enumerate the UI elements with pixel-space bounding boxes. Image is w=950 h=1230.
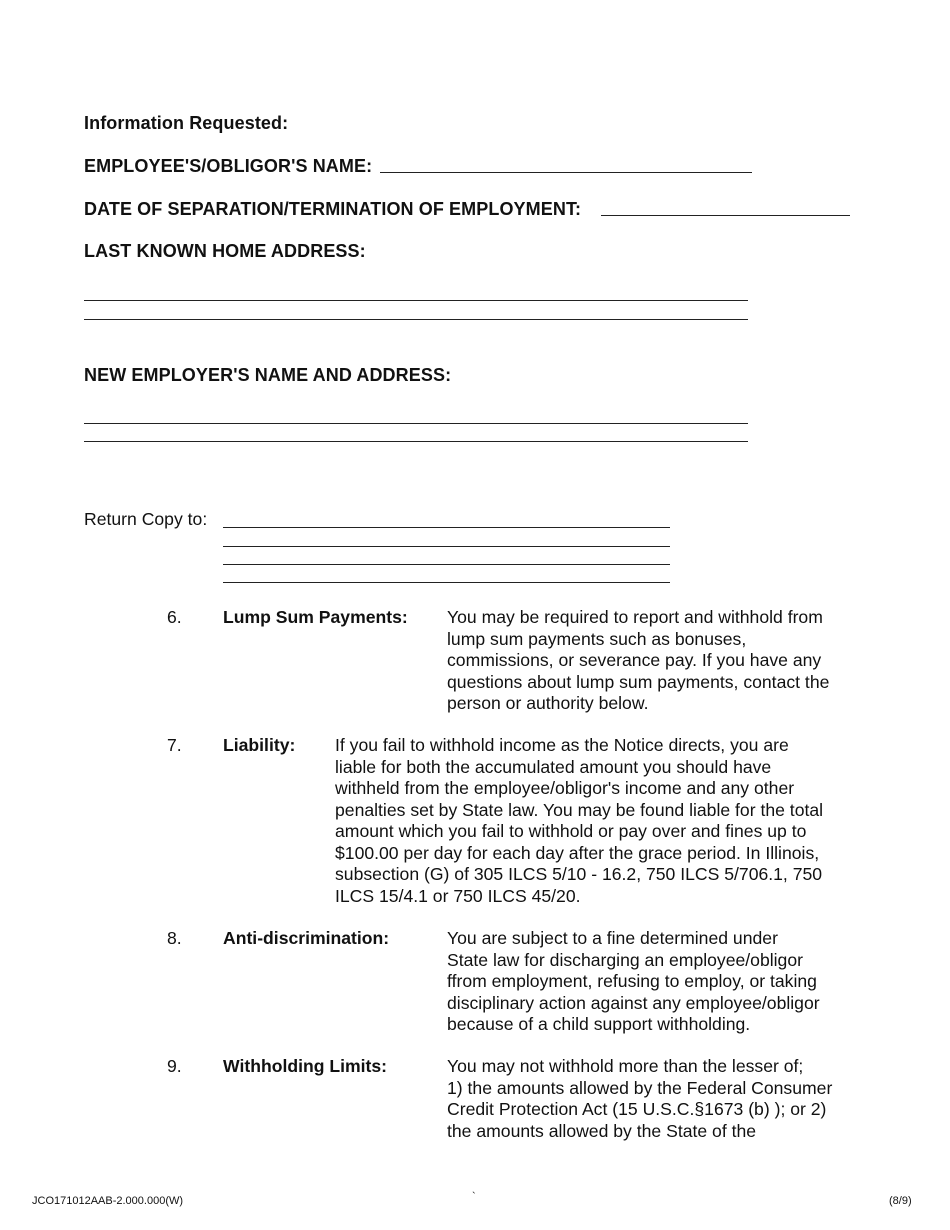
item-8-line: because of a child support withholding.: [447, 1014, 751, 1034]
return-copy-label: Return Copy to:: [84, 509, 208, 529]
footer-page-number: (8/9): [889, 1195, 912, 1207]
separation-date-field[interactable]: [601, 215, 850, 216]
item-9-line: You may not withhold more than the lesser of;: [447, 1056, 804, 1076]
footer-form-code: JCO171012AAB-2.000.000(W): [32, 1195, 184, 1207]
return-copy-line-4[interactable]: [223, 582, 670, 583]
item-8-line: ffrom employment, refusing to employ, or taking: [447, 971, 817, 991]
return-copy-line-2[interactable]: [223, 546, 670, 547]
item-7-line: amount which you fail to withhold or pay over and fines up to: [335, 821, 807, 841]
item-7-line: $100.00 per day for each day after the grace period. In Illinois,: [335, 842, 820, 863]
item-6-title: Lump Sum Payments:: [223, 607, 408, 627]
item-8-line: State law for discharging an employee/obligor: [447, 949, 803, 970]
item-6-body: [447, 607, 829, 715]
item-9-number: 9.: [167, 1056, 182, 1076]
return-copy-line-1[interactable]: [223, 527, 670, 528]
separation-date-label: DATE OF SEPARATION/TERMINATION OF EMPLOYMENT:: [84, 199, 582, 219]
home-address-line-2[interactable]: [84, 319, 748, 320]
item-7-number: 7.: [167, 735, 182, 755]
item-7-line: liable for both the accumulated amount you should have: [335, 756, 772, 777]
item-9-line: the amounts allowed by the State of the: [447, 1120, 757, 1141]
item-6-line: commissions, or severance pay. If you have any: [447, 650, 822, 670]
item-7-line: penalties set by State law. You may be found liable for the total: [335, 799, 824, 820]
item-7-line: subsection (G) of 305 ILCS 5/10 - 16.2, 750 ILCS 5/706.1, 750: [335, 864, 823, 884]
item-6-line: questions about lump sum payments, contact the: [447, 671, 830, 692]
item-9-title: Withholding Limits:: [223, 1056, 388, 1076]
return-copy-line-3[interactable]: [223, 564, 670, 565]
item-8-body: [447, 928, 820, 1036]
item-9-body: [447, 1056, 832, 1142]
item-9-line: 1) the amounts allowed by the Federal Consumer: [447, 1077, 833, 1098]
new-employer-line-1[interactable]: [84, 423, 748, 424]
footer-mark: `: [472, 1191, 476, 1203]
item-8-line: disciplinary action against any employee/obligor: [447, 992, 820, 1013]
info-requested-heading: Information Requested:: [84, 113, 289, 133]
item-8-number: 8.: [167, 928, 182, 948]
item-8-title: Anti-discrimination:: [223, 928, 390, 948]
employee-name-label: EMPLOYEE'S/OBLIGOR'S NAME:: [84, 156, 373, 176]
item-7-line: withheld from the employee/obligor's income and any other: [335, 778, 795, 798]
item-6-line: lump sum payments such as bonuses,: [447, 628, 747, 649]
home-address-label: LAST KNOWN HOME ADDRESS:: [84, 241, 366, 261]
item-7-title: Liability:: [223, 735, 296, 755]
new-employer-label: NEW EMPLOYER'S NAME AND ADDRESS:: [84, 365, 452, 385]
item-6-line: You may be required to report and withhold from: [447, 607, 823, 627]
item-6-line: person or authority below.: [447, 693, 649, 713]
new-employer-line-2[interactable]: [84, 441, 748, 442]
employee-name-field[interactable]: [380, 172, 752, 173]
item-7-body: [335, 735, 823, 907]
item-7-line: ILCS 15/4.1 or 750 ILCS 45/20.: [335, 885, 581, 906]
item-9-line: Credit Protection Act (15 U.S.C.§1673 (b) ); or 2): [447, 1099, 827, 1119]
item-6-number: 6.: [167, 607, 182, 627]
item-7-line: If you fail to withhold income as the Notice directs, you are: [335, 735, 789, 755]
home-address-line-1[interactable]: [84, 300, 748, 301]
item-8-line: You are subject to a fine determined under: [447, 928, 778, 948]
